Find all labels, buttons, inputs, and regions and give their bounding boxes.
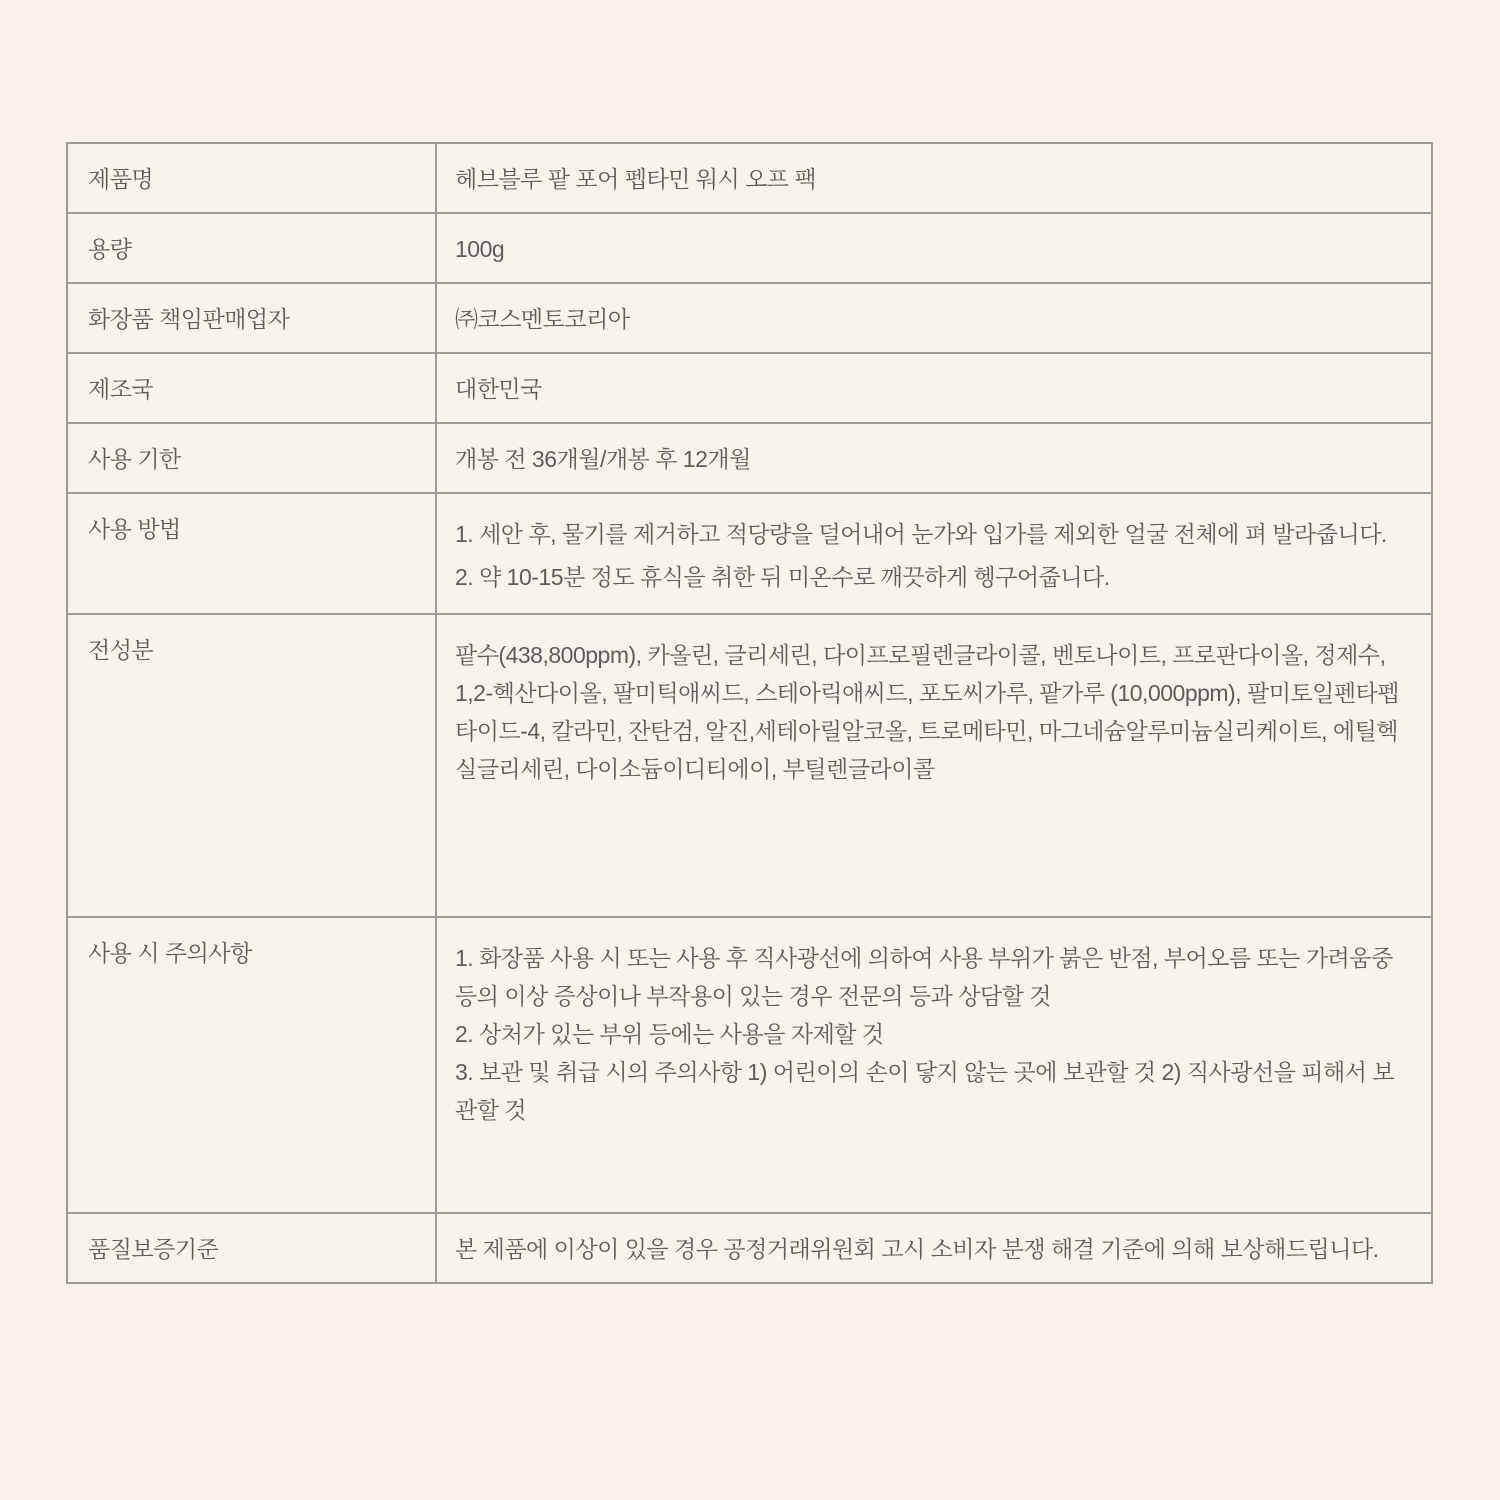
row-label xyxy=(67,1213,436,1283)
row-label xyxy=(67,143,436,213)
product-info-table xyxy=(66,142,1433,1284)
row-value xyxy=(436,353,1432,423)
precaution-2: 2. 상처가 있는 부위 등에는 사용을 자제할 것 xyxy=(455,1021,884,1047)
value-text: 헤브블루 팥 포어 펩타민 워시 오프 팩 xyxy=(455,166,817,192)
row-label xyxy=(67,213,436,283)
row-usage-instructions xyxy=(67,493,1432,614)
usage-step-1: 1. 세안 후, 물기를 제거하고 적당량을 덜어내어 눈가와 입가를 제외한 얼굴 전체에 펴 발라줍니다. xyxy=(455,521,1387,547)
label-text: 사용 방법 xyxy=(88,516,181,542)
row-value xyxy=(436,213,1432,283)
row-label xyxy=(67,283,436,353)
row-product-name xyxy=(67,143,1432,213)
row-value xyxy=(436,493,1432,614)
row-label xyxy=(67,614,436,917)
row-precautions xyxy=(67,917,1432,1213)
value-text: 본 제품에 이상이 있을 경우 공정거래위원회 고시 소비자 분쟁 해결 기준에 의해 보상해드립니다. xyxy=(455,1236,1379,1262)
row-value xyxy=(436,423,1432,493)
row-value xyxy=(436,1213,1432,1283)
usage-step-2: 2. 약 10-15분 정도 휴식을 취한 뒤 미온수로 깨끗하게 헹구어줍니다. xyxy=(455,564,1110,590)
row-label xyxy=(67,353,436,423)
row-responsible-seller xyxy=(67,283,1432,353)
row-ingredients xyxy=(67,614,1432,917)
label-text: 제조국 xyxy=(88,376,154,402)
value-text: 대한민국 xyxy=(455,376,542,402)
precaution-1: 1. 화장품 사용 시 또는 사용 후 직사광선에 의하여 사용 부위가 붉은 반점, 부어오름 또는 가려움중 등의 이상 증상이나 부작용이 있는 경우 전문의 등과 상담할 것 xyxy=(455,945,1393,1009)
label-text: 전성분 xyxy=(88,637,154,663)
value-text: ㈜코스멘토코리아 xyxy=(455,306,630,332)
row-label xyxy=(67,493,436,614)
row-value xyxy=(436,283,1432,353)
value-text: 100g xyxy=(455,236,505,262)
row-value xyxy=(436,917,1432,1213)
row-value xyxy=(436,143,1432,213)
row-label xyxy=(67,917,436,1213)
row-shelf-life xyxy=(67,423,1432,493)
row-quality-guarantee xyxy=(67,1213,1432,1283)
label-text: 용량 xyxy=(88,236,132,262)
label-text: 사용 시 주의사항 xyxy=(88,940,252,966)
label-text: 사용 기한 xyxy=(88,446,181,472)
row-country-of-origin xyxy=(67,353,1432,423)
row-volume xyxy=(67,213,1432,283)
label-text: 화장품 책임판매업자 xyxy=(88,306,290,332)
precaution-3: 3. 보관 및 취급 시의 주의사항 1) 어린이의 손이 닿지 않는 곳에 보관할 것 2) 직사광선을 피해서 보관할 것 xyxy=(455,1059,1395,1123)
label-text: 품질보증기준 xyxy=(88,1236,219,1262)
row-value xyxy=(436,614,1432,917)
row-label xyxy=(67,423,436,493)
label-text: 제품명 xyxy=(88,166,154,192)
value-text: 개봉 전 36개월/개봉 후 12개월 xyxy=(455,446,751,472)
ingredients-text: 팥수(438,800ppm), 카올린, 글리세린, 다이프로필렌글라이콜, 벤토나이트, 프로판다이올, 정제수, 1,2-헥산다이올, 팔미틱애씨드, 스테아릭애씨드, 포도씨가루, 팥가루 (10,000ppm), 팔미토일펜타펩타이드-4, 칼라민, 잔탄검, 알진,세테아릴알코올, 트로메타민, 마그네슘알루미늄실리케이트, 에틸헥실글리세린, 다이소듐이디티에이, 부틸렌글라이콜 xyxy=(455,642,1400,782)
